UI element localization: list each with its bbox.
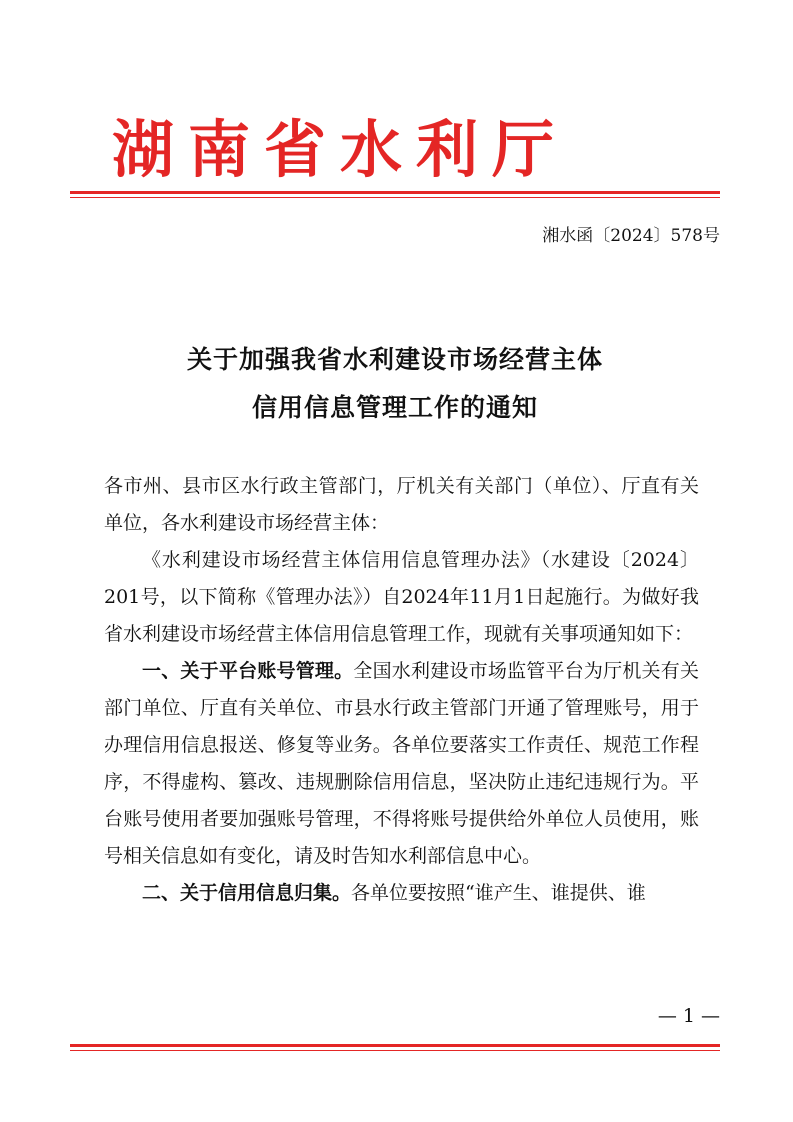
body-paragraph-intro: 《水利建设市场经营主体信用信息管理办法》（水建设〔2024〕201号，以下简称《管理办法》）自2024年11月1日起施行。为做好我省水利建设市场经营主体信用信息管理工作，现就有关事项通知如下： (104, 549, 699, 645)
section-heading-credit-info-collection: 二、关于信用信息归集。 (142, 882, 352, 904)
agency-name-header: 湖南省水利厅 (112, 113, 569, 186)
section-platform-accounts (104, 653, 699, 875)
document-body (104, 468, 699, 912)
document-title-line-1: 关于加强我省水利建设市场经营主体 (186, 345, 603, 374)
header-red-rule-thick (70, 191, 720, 194)
header-red-rule-thin (70, 197, 720, 198)
document-title-line-2: 信用信息管理工作的通知 (251, 393, 538, 422)
section-text-credit-info-collection: 各单位要按照“谁产生、谁提供、谁 (351, 882, 646, 904)
document-number: 湘水函〔2024〕578号 (542, 226, 720, 246)
page-number: — 1 — (657, 1005, 720, 1027)
document-title (70, 336, 720, 432)
footer-red-rule-thick (70, 1044, 720, 1047)
section-heading-platform-accounts: 一、关于平台账号管理。 (142, 660, 354, 682)
section-text-platform-accounts: 全国水利建设市场监管平台为厅机关有关部门单位、厅直有关单位、市县水行政主管部门开通了管理账号，用于办理信用信息报送、修复等业务。各单位要落实工作责任、规范工作程序，不得虚构、篡改、违规删除信用信息，坚决防止违纪违规行为。平台账号使用者要加强账号管理，不得将账号提供给外单位人员使用，账号相关信息如有变化，请及时告知水利部信息中心。 (104, 660, 699, 867)
section-credit-info-collection (104, 875, 699, 912)
footer-red-rule-thin (70, 1050, 720, 1051)
salutation: 各市州、县市区水行政主管部门，厅机关有关部门（单位）、厅直有关单位，各水利建设市场经营主体： (104, 475, 699, 534)
